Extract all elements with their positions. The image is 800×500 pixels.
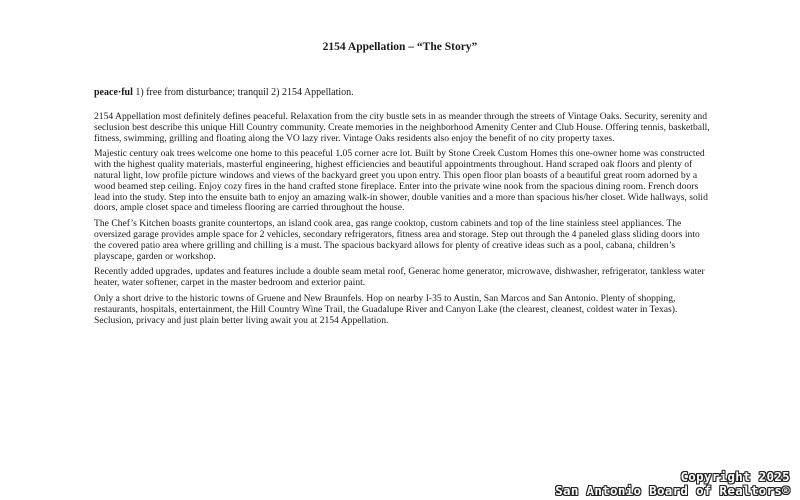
paragraph-kitchen: The Chef’s Kitchen boasts granite countertops, an island cook area, gas range cooktop, custom cabinets and top of the line stainless steel appliances. The oversized garage provides ample space for 2 vehicles, secondary refrigerators, fitness area and storage. Step out through the 4 paneled glass sliding doors into the covered patio area where grilling and chilling is a must. The spacious backyard allows for plenty of creative ideas such as a pool, cabana, children’s playscape, garden or workshop. — [94, 218, 700, 262]
copyright-line: Copyright 2025 — [680, 469, 790, 484]
board-of-realtors-line: San Antonio Board of Realtors® — [555, 483, 790, 498]
definition-term: peace·ful — [94, 87, 133, 98]
paragraph-location: Only a short drive to the historic towns of Gruene and New Braunfels. Hop on nearby I-35 to Austin, San Marcos and San Antonio. Plenty of shopping, restaurants, hospitals, entertainment, the Hill Country Wine Trail, the Guadalupe River and Canyon Lake (the clearest, cleanest, coldest water in Texas). Seclusion, privacy and just plain better living await you at 2154 Appellation. — [94, 292, 678, 326]
paragraph-home: Majestic century oak trees welcome one home to this peaceful 1.05 corner acre lot. Built by Stone Creek Custom Homes this one-owner home was constructed with the highest quality materials, masterful engineering, highest efficiencies and beautiful appointments throughout. Hand scraped oak floors and plenty of natural light, low profile picture windows and views of the backyard greet you upon entry. This open floor plan boasts of a beautiful great room adorned by a wood beamed step ceiling. Enjoy cozy fires in the hand crafted stone fireplace. Enter into the private wine nook from the spacious dining room. French doors lead into the study. Step into the ensuite bath to enjoy an amazing walk-in shower, double vanities and a more than spacious his/her closet. Wide hallways, solid doors, ample closet space and timeless flooring are carried throughout the house. — [94, 148, 708, 214]
definition-line — [94, 87, 714, 99]
copyright-watermark — [555, 470, 790, 498]
paragraph-intro: 2154 Appellation most definitely defines peaceful. Relaxation from the city bustle sets in as meander through the streets of Vintage Oaks. Security, serenity and seclusion best describe this unique Hill Country community. Create memories in the neighborhood Amenity Center and Club House. Offering tennis, basketball, fitness, swimming, grilling and floating along the VO lazy river. Vintage Oaks residents also enjoy the benefit of no city property taxes. — [94, 111, 710, 144]
definition-text: 1) free from disturbance; tranquil 2) 2154 Appellation. — [132, 87, 354, 98]
document-title: 2154 Appellation – “The Story” — [322, 41, 478, 53]
document-body — [94, 112, 710, 331]
paragraph-upgrades: Recently added upgrades, updates and features include a double seam metal roof, Generac home generator, microwave, dishwasher, refrigerator, tankless water heater, water softener, carpet in the master bedroom and exterior paint. — [94, 266, 705, 289]
